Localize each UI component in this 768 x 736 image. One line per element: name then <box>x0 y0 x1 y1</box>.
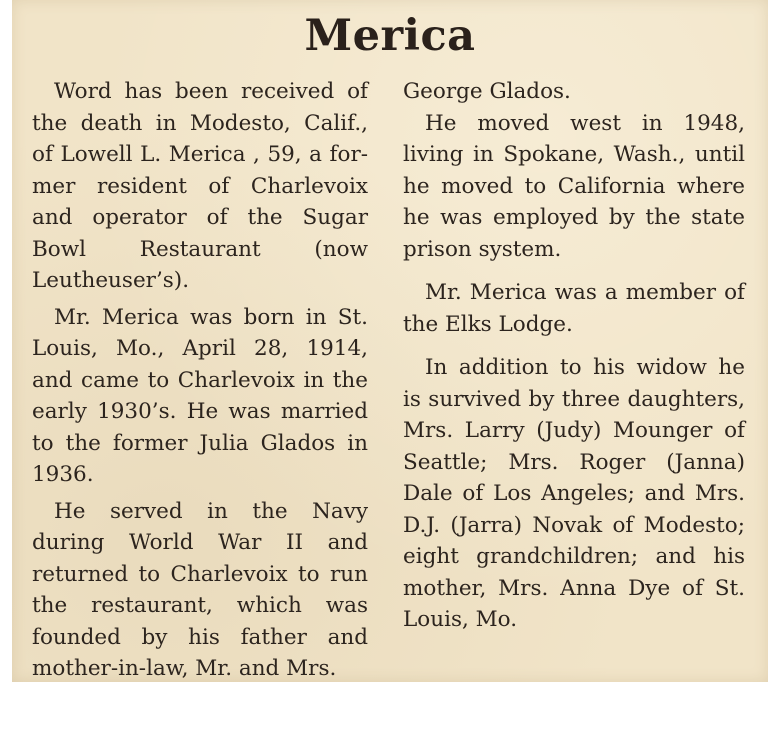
paragraph-elks-lodge: Mr. Merica was a member of the Elks Lodge. <box>403 280 745 337</box>
obituary-clipping <box>12 0 768 682</box>
paragraph-birth-marriage: Mr. Merica was born in St. Louis, Mo., April 28, 1914, and came to Charlevoix in the early 1930’s. He was married to the former Julia Glados in 1936. <box>32 304 368 487</box>
right-column <box>403 76 745 636</box>
left-column <box>32 76 368 685</box>
paragraph-survivors: In addition to his widow he is survived by three daughters, Mrs. Larry (Judy) Mounger of Seattle; Mrs. Roger (Janna) Dale of Los Angeles; and Mrs. D.J. (Jarra) Novak of Modesto; eight grandchildren; and his mother, Mrs. Anna Dye of St. Louis, Mo. <box>403 355 745 632</box>
paragraph-military-restaurant: He served in the Navy during World War II and returned to Charlevoix to run the restaurant, which was founded by his father and mother-in-law, Mr. and Mrs. <box>32 498 368 681</box>
paragraph-moved-west: He moved west in 1948, living in Spokane, Wash., until he moved to California where he was employed by the state prison system. <box>403 110 745 262</box>
paragraph-continuation: George Glados. <box>403 79 571 104</box>
paragraph-death-notice: Word has been received of the death in Modesto, Calif., of Lowell L. Merica , 59, a former resident of Charlevoix and operator of the Sugar Bowl Restaurant (now Leutheuser’s). <box>32 79 368 293</box>
obituary-headline: Merica <box>304 11 476 61</box>
